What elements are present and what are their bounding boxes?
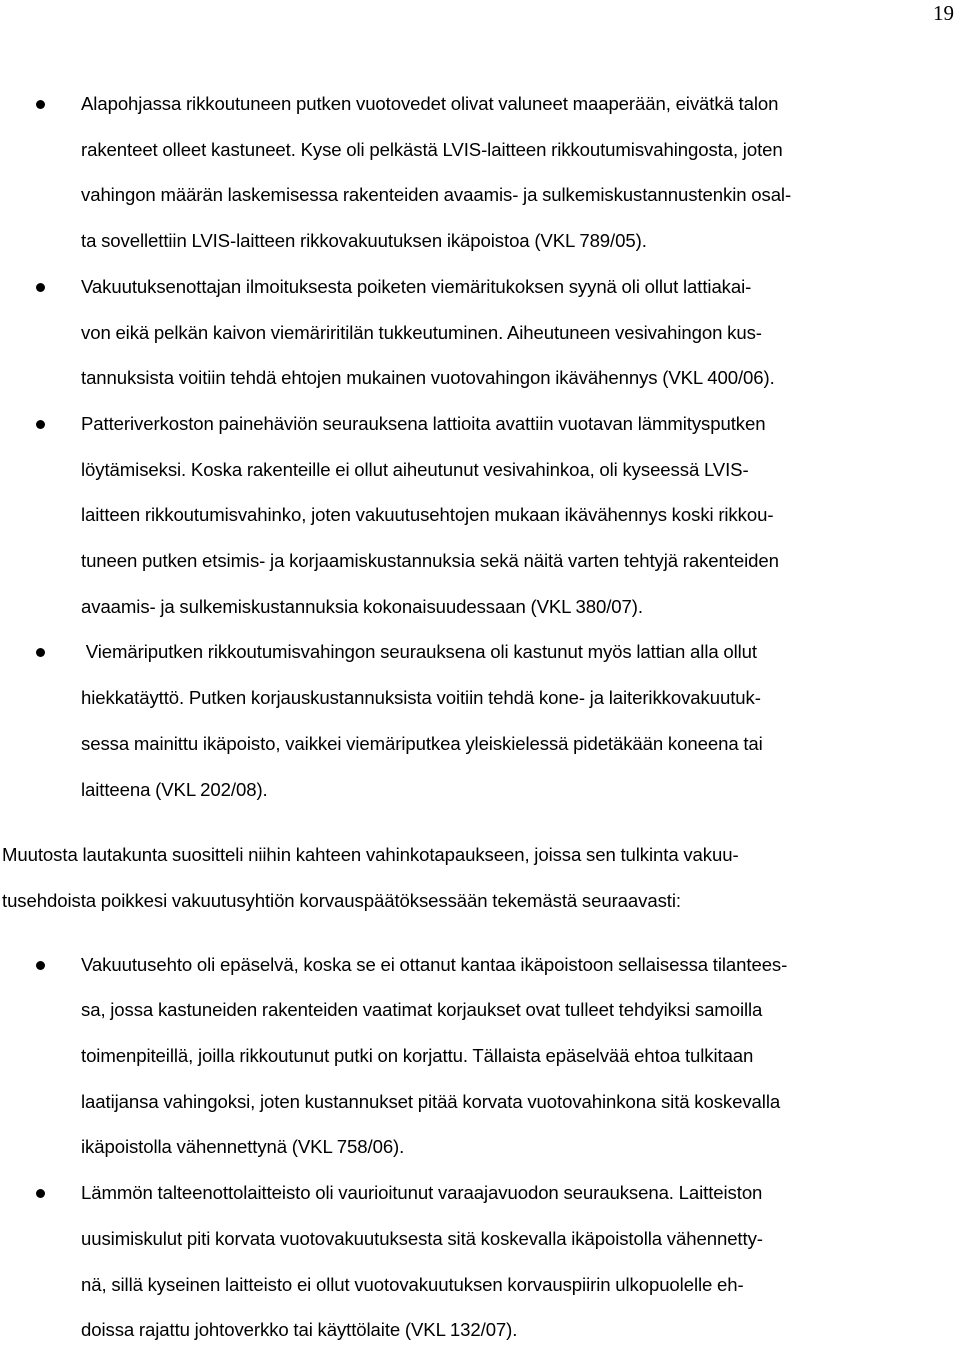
- text-line: hiekkatäyttö. Putken korjauskustannuksista voitiin tehdä kone- ja laiterikkovakuutuk-: [81, 687, 761, 709]
- text-line: sa, jossa kastuneiden rakenteiden vaatimat korjaukset ovat tulleet tehdyiksi samoilla: [81, 999, 763, 1021]
- text-line: Viemäriputken rikkoutumisvahingon seurauksena oli kastunut myös lattian alla ollut: [81, 641, 757, 663]
- text-line: von eikä pelkän kaivon viemäriritilän tukkeutuminen. Aiheutuneen vesivahingon kus-: [81, 321, 762, 343]
- list-item: [0, 1170, 960, 1353]
- text-line: rakenteet olleet kastuneet. Kyse oli pelkästä LVIS-laitteen rikkoutumisvahingosta, joten: [81, 138, 783, 160]
- text-line: uusimiskulut piti korvata vuotovakuutuksesta sitä koskevalla ikäpoistolla vähennetty-: [81, 1227, 763, 1249]
- text-line: Muutosta lautakunta suositteli niihin kahteen vahinkotapaukseen, joissa sen tulkinta vakuu-: [2, 844, 739, 866]
- page-number: 19: [933, 1, 954, 25]
- text-line: Vakuutuksenottajan ilmoituksesta poiketen viemäritukoksen syynä oli ollut lattiakai-: [81, 275, 752, 297]
- list-item: [0, 629, 960, 812]
- bullet-list-cases: [0, 81, 960, 812]
- text-line: Vakuutusehto oli epäselvä, koska se ei ottanut kantaa ikäpoistoon sellaisessa tilantees-: [81, 953, 788, 975]
- bullet-icon: [36, 420, 45, 429]
- text-line: laitteen rikkoutumisvahinko, joten vakuutusehtojen mukaan ikävähennys koski rikkou-: [81, 504, 774, 526]
- text-line: avaamis- ja sulkemiskustannuksia kokonaisuudessaan (VKL 380/07).: [81, 595, 643, 617]
- text-line: doissa rajattu johtoverkko tai käyttölaite (VKL 132/07).: [81, 1319, 518, 1341]
- text-line: vahingon määrän laskemisessa rakenteiden avaamis- ja sulkemiskustannustenkin osal-: [81, 184, 792, 206]
- text-line: sessa mainittu ikäpoisto, vaikkei viemäriputkea yleiskielessä pidetäkään koneena tai: [81, 732, 763, 754]
- text-line: laitteena (VKL 202/08).: [81, 778, 268, 800]
- list-item: [0, 264, 960, 401]
- text-line: laatijansa vahingoksi, joten kustannukset pitää korvata vuotovahinkona sitä koskevalla: [81, 1090, 781, 1112]
- list-item: [0, 401, 960, 630]
- bullet-icon: [36, 283, 45, 292]
- text-line: Alapohjassa rikkoutuneen putken vuotovedet olivat valuneet maaperään, eivätkä talon: [81, 93, 779, 114]
- spacer: [0, 924, 960, 942]
- text-line: nä, sillä kyseinen laitteisto ei ollut vuotovakuutuksen korvauspiirin ulkopuolelle eh-: [81, 1273, 744, 1295]
- list-item: [0, 81, 960, 264]
- bullet-list-recommendations: [0, 942, 960, 1353]
- text-line: Lämmön talteenottolaitteisto oli vaurioitunut varaajavuodon seurauksena. Laitteiston: [81, 1182, 763, 1204]
- text-line: toimenpiteillä, joilla rikkoutunut putki on korjattu. Tällaista epäselvää ehtoa tulkitaan: [81, 1045, 754, 1067]
- bullet-icon: [36, 1189, 45, 1198]
- text-line: tannuksista voitiin tehdä ehtojen mukainen vuotovahingon ikävähennys (VKL 400/06).: [81, 367, 775, 389]
- document-body: [0, 81, 960, 1353]
- text-line: tusehdoista poikkesi vakuutusyhtiön korvauspäätöksessään tekemästä seuraavasti:: [2, 889, 681, 911]
- bullet-icon: [36, 961, 45, 970]
- text-line: ta sovellettiin LVIS-laitteen rikkovakuutuksen ikäpoistoa (VKL 789/05).: [81, 230, 647, 252]
- text-line: Patteriverkoston painehäviön seurauksena lattioita avattiin vuotavan lämmitysputken: [81, 412, 766, 434]
- bullet-icon: [36, 648, 45, 657]
- bullet-icon: [36, 100, 45, 109]
- list-item: [0, 942, 960, 1171]
- spacer: [0, 812, 960, 832]
- text-line: tuneen putken etsimis- ja korjaamiskustannuksia sekä näitä varten tehtyjä rakenteiden: [81, 550, 779, 572]
- body-paragraph: [0, 832, 960, 923]
- text-line: löytämiseksi. Koska rakenteille ei ollut aiheutunut vesivahinkoa, oli kyseessä LVIS-: [81, 458, 749, 480]
- text-line: ikäpoistolla vähennettynä (VKL 758/06).: [81, 1136, 405, 1158]
